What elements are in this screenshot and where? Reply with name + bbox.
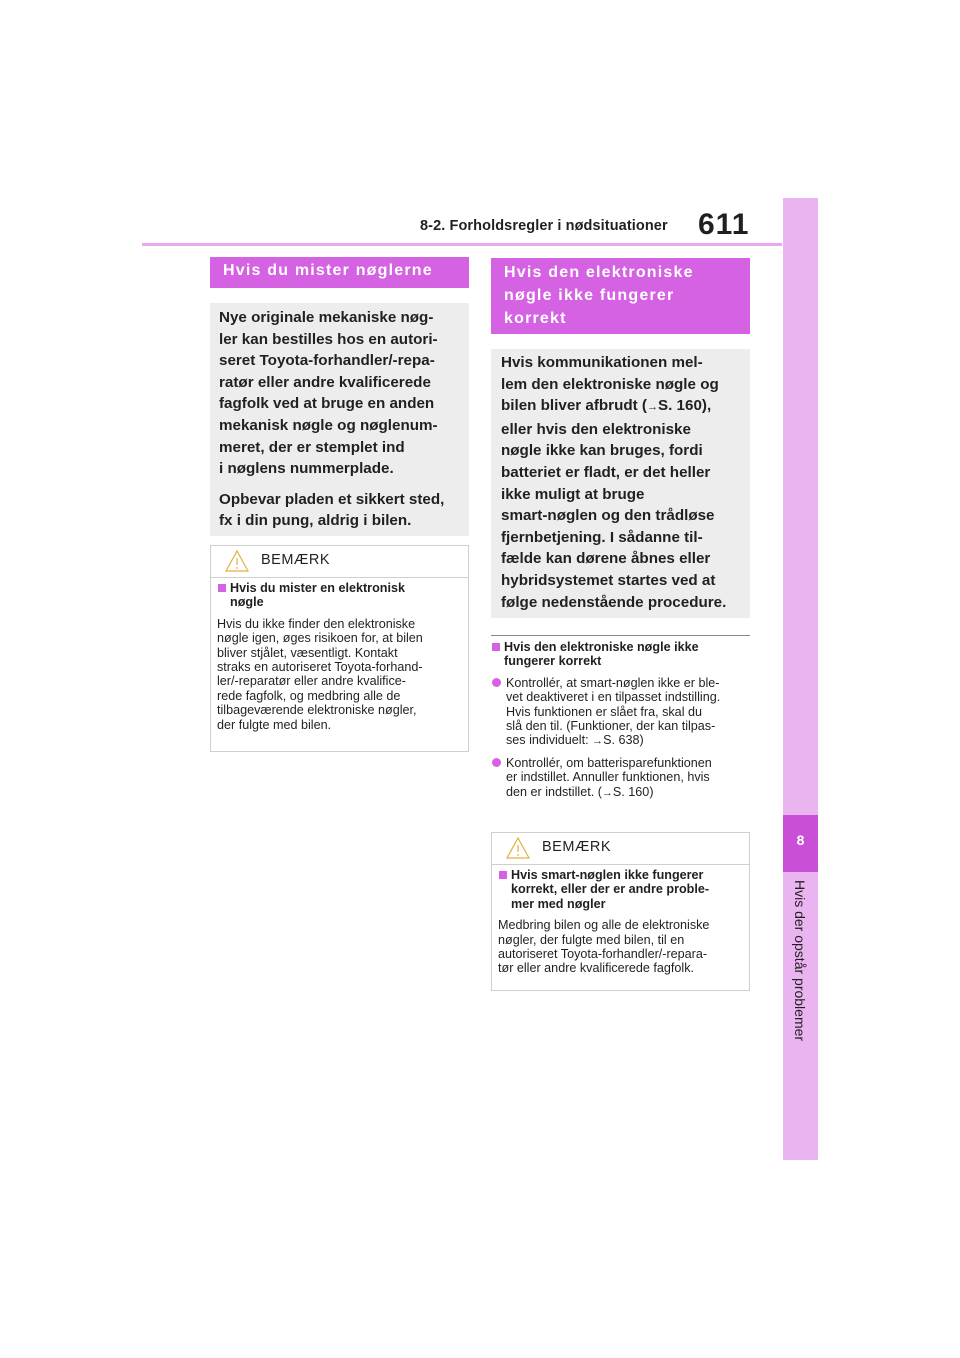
text-line: batteriet er fladt, er det heller <box>501 463 711 481</box>
text-line: smart-nøglen og den trådløse <box>501 507 715 525</box>
text-line: nøgler, der fulgte med bilen, til en <box>498 932 685 947</box>
text-line: Hvis funktionen er slået fra, skal du <box>506 704 702 719</box>
text-line: ler kan bestilles hos en autori- <box>219 330 438 348</box>
text-line: Hvis du mister en elektronisk <box>230 581 405 595</box>
text-line: korrekt, eller der er andre proble- <box>511 882 710 897</box>
text-line: Hvis smart-nøglen ikke fungerer <box>511 868 704 882</box>
notice-header <box>211 546 468 578</box>
section-title: 8-2. Forholdsregler i nødsituationer <box>420 218 668 234</box>
text-line: ratør eller andre kvalificerede <box>219 373 431 391</box>
text-line: Nye originale mekaniske nøg- <box>219 309 434 326</box>
text-line: nøgle ikke kan bruges, fordi <box>501 442 703 460</box>
text-line: Medbring bilen og alle de elektroniske <box>498 918 710 933</box>
heading-line: Hvis den elektroniske <box>504 264 694 281</box>
text-line: vet deaktiveret i en tilpasset indstilling. <box>506 690 721 705</box>
text-line: eller hvis den elektroniske <box>501 420 691 438</box>
header-rule <box>142 243 782 246</box>
text-line: tør eller andre kvalificerede fagfolk. <box>498 961 694 976</box>
text-line: fælde kan dørene åbnes eller <box>501 550 711 568</box>
list-subheading <box>491 640 753 669</box>
square-bullet-icon <box>492 643 500 651</box>
notice-subheading <box>498 868 743 911</box>
arrow-right-icon: → <box>601 786 613 799</box>
text-line: mekanisk nøgle og nøglenum- <box>219 416 438 434</box>
info-box-key-not-working <box>491 349 750 618</box>
heading-key-not-working <box>491 258 750 334</box>
list-item <box>491 756 753 800</box>
text-line: i nøglens nummerplade. <box>219 460 394 478</box>
text-line: bliver stjålet, væsentligt. Kontakt <box>217 645 398 660</box>
text-line: Opbevar pladen et sikkert sted, <box>219 490 445 508</box>
procedure-list <box>491 640 753 800</box>
info-paragraph-2 <box>219 489 461 532</box>
text-line: fx i din pung, aldrig i bilen. <box>219 512 412 530</box>
divider <box>491 635 750 636</box>
page-number: 611 <box>698 208 750 241</box>
text-line: ikke muligt at bruge <box>501 485 645 503</box>
text-line: der fulgte med bilen. <box>217 717 332 732</box>
notice-text <box>217 617 462 732</box>
text-line: Hvis kommunikationen mel- <box>501 354 703 371</box>
text-line: hybridsystemet startes ved at <box>501 571 716 589</box>
round-bullet-icon <box>492 758 501 767</box>
square-bullet-icon <box>499 871 507 879</box>
text-line: nøgle igen, øges risikoen for, at bilen <box>217 631 423 646</box>
text-line: fjernbetjening. I sådanne til- <box>501 528 703 546</box>
text-line: fagfolk ved at bruge en anden <box>219 395 435 413</box>
notice-header <box>492 833 749 865</box>
arrow-right-icon: → <box>592 735 604 748</box>
text-line: nøgle <box>230 595 264 610</box>
text-line: straks en autoriseret Toyota-forhand- <box>217 660 423 675</box>
info-box-lost-keys <box>210 303 469 536</box>
text-line: tilbageværende elektroniske nøgler, <box>217 703 417 718</box>
notice-subheading <box>217 581 462 610</box>
notice-text <box>498 918 743 976</box>
text-line: slå den til. (Funktioner, der kan tilpas- <box>506 719 716 734</box>
text-line: Kontrollér, om batterisparefunktionen <box>506 755 712 770</box>
text-line: den er indstillet. ( <box>506 784 602 799</box>
text-line: ler/-reparatør eller andre kvalifice- <box>217 674 406 689</box>
chapter-title: Hvis der opstår problemer <box>792 880 808 1042</box>
warning-triangle-icon <box>506 837 530 859</box>
round-bullet-icon <box>492 678 501 687</box>
heading-line: korrekt <box>504 310 567 327</box>
text-line: seret Toyota-forhandler/-repa- <box>219 352 435 370</box>
text-line: rede fagfolk, og medbring alle de <box>217 688 401 703</box>
info-paragraph-1 <box>219 307 461 480</box>
text-line: er indstillet. Annuller funktionen, hvis <box>506 770 710 785</box>
notice-label: BEMÆRK <box>261 552 331 568</box>
text-line: fungerer korrekt <box>504 654 602 669</box>
page-reference: S. 160) <box>612 784 654 799</box>
text-line: bilen bliver afbrudt ( <box>501 397 647 415</box>
text-line: lem den elektroniske nøgle og <box>501 375 719 393</box>
text-line: meret, der er stemplet ind <box>219 438 405 456</box>
notice-label: BEMÆRK <box>542 839 612 855</box>
warning-triangle-icon <box>225 550 249 572</box>
page-reference: S. 160), <box>657 397 712 415</box>
text-line: Hvis den elektroniske nøgle ikke <box>504 640 699 654</box>
heading-line: nøgle ikke fungerer <box>504 287 675 304</box>
chapter-number: 8 <box>796 832 805 848</box>
text-line: følge nedenstående procedure. <box>501 593 727 611</box>
text-line: Hvis du ikke finder den elektroniske <box>217 616 416 631</box>
list-item <box>491 676 753 749</box>
page-reference: S. 638) <box>603 733 644 748</box>
text-line: autoriseret Toyota-forhandler/-repara- <box>498 947 708 962</box>
heading-lost-keys: Hvis du mister nøglerne <box>210 257 469 288</box>
square-bullet-icon <box>218 584 226 592</box>
text-line: mer med nøgler <box>511 896 606 911</box>
notice-box-left <box>210 545 469 752</box>
arrow-right-icon: → <box>646 401 658 414</box>
notice-box-right <box>491 832 750 991</box>
text-line: ses individuelt: <box>506 733 593 748</box>
text-line: Kontrollér, at smart-nøglen ikke er ble- <box>506 675 720 690</box>
